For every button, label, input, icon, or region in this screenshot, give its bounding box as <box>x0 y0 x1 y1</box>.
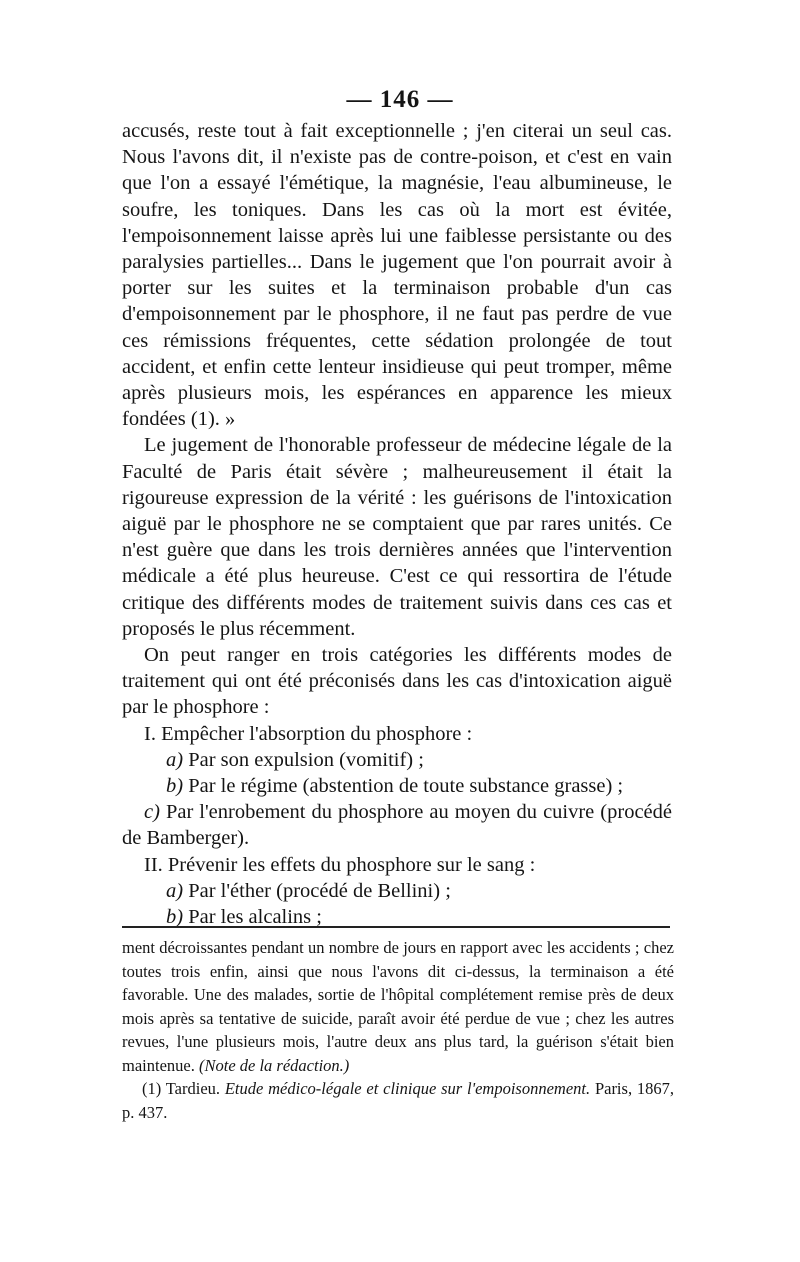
paragraph-2: Le jugement de l'honorable professeur de médecine légale de la Faculté de Paris était sévère ; malheureusement il était la rigoureuse expression de la vérité : les guérisons de l'intoxication aiguë par le phosphore ne se comptaient que par rares unités. Ce n'est guère que dans les trois dernières années que l'intervention médicale a été plus heureuse. C'est ce qui ressortira de l'étude critique des différents modes de traitement suivis dans ces cas et proposés le plus récemment. <box>122 434 672 640</box>
footnote-1 <box>122 1077 674 1124</box>
footnote-1-title: Etude médico-légale et clinique sur l'empoisonnement. <box>224 1079 591 1098</box>
footnote-separator <box>122 926 670 928</box>
item-text: Par l'enrobement du phosphore au moyen du cuivre (procédé de Bamberger). <box>122 801 672 850</box>
footnote-1-lead: (1) Tardieu. <box>142 1079 221 1098</box>
list-item <box>122 878 672 904</box>
paragraph-1: accusés, reste tout à fait exceptionnelle ; j'en citerai un seul cas. Nous l'avons dit, il n'existe pas de contre-poison, et c'est en vain que l'on a essayé l'émétique, la magnésie, l'eau albumineuse, le soufre, les toniques. Dans les cas où la mort est évitée, l'empoisonnement laisse après lui une faiblesse persistante ou des paralysies partielles... Dans le jugement que l'on pourrait avoir à porter sur les suites et la terminaison probable d'un cas d'empoisonnement par le phosphore, il ne faut pas perdre de vue ces rémissions fréquentes, cette sédation prolongée de tout accident, et enfin cette lenteur insidieuse qui peut tromper, même après plusieurs mois, les espérances en apparence les mieux fondées (1). » <box>122 120 672 431</box>
item-text: Par son expulsion (vomitif) ; <box>188 748 424 771</box>
paragraph-3: On peut ranger en trois catégories les différents modes de traitement qui ont été préconisés dans les cas d'intoxication aiguë par le phosphore : <box>122 644 672 719</box>
item-text: Par l'éther (procédé de Bellini) ; <box>188 879 451 902</box>
item-mark: c) <box>144 801 160 824</box>
footnote-signature: (Note de la rédaction.) <box>198 1055 350 1075</box>
item-text: Par le régime (abstention de toute substance grasse) ; <box>188 775 624 798</box>
footnote-continuation <box>122 936 674 1077</box>
section-1-title: I. Empêcher l'absorption du phosphore : <box>144 722 473 745</box>
section-2-title: II. Prévenir les effets du phosphore sur le sang : <box>144 853 536 876</box>
footnote-continuation-text: ment décroissantes pendant un nombre de jours en rapport avec les accidents ; chez toutes trois enfin, ainsi que nous l'avons dit ci-dessus, la terminaison a été favorable. Une des malades, sortie de l'hôpital complétement remise près de deux mois après sa tentative de suicide, paraît avoir été perdue de vue ; chez les autres revues, l'une plusieurs mois, l'autre deux ans plus tard, la guérison s'était bien maintenue. <box>122 938 674 1075</box>
footnotes <box>122 936 674 1124</box>
item-text: Par les alcalins ; <box>188 906 322 929</box>
footnote-1-tail: Paris, 1867, p. 437. <box>122 1079 674 1122</box>
item-mark: b) <box>166 906 184 929</box>
item-mark: a) <box>166 879 184 902</box>
item-mark: b) <box>166 775 184 798</box>
list-item <box>122 799 672 851</box>
page-number: — 146 — <box>346 86 454 113</box>
list-item <box>122 773 672 799</box>
main-text <box>122 118 672 930</box>
item-mark: a) <box>166 748 184 771</box>
list-item <box>122 747 672 773</box>
